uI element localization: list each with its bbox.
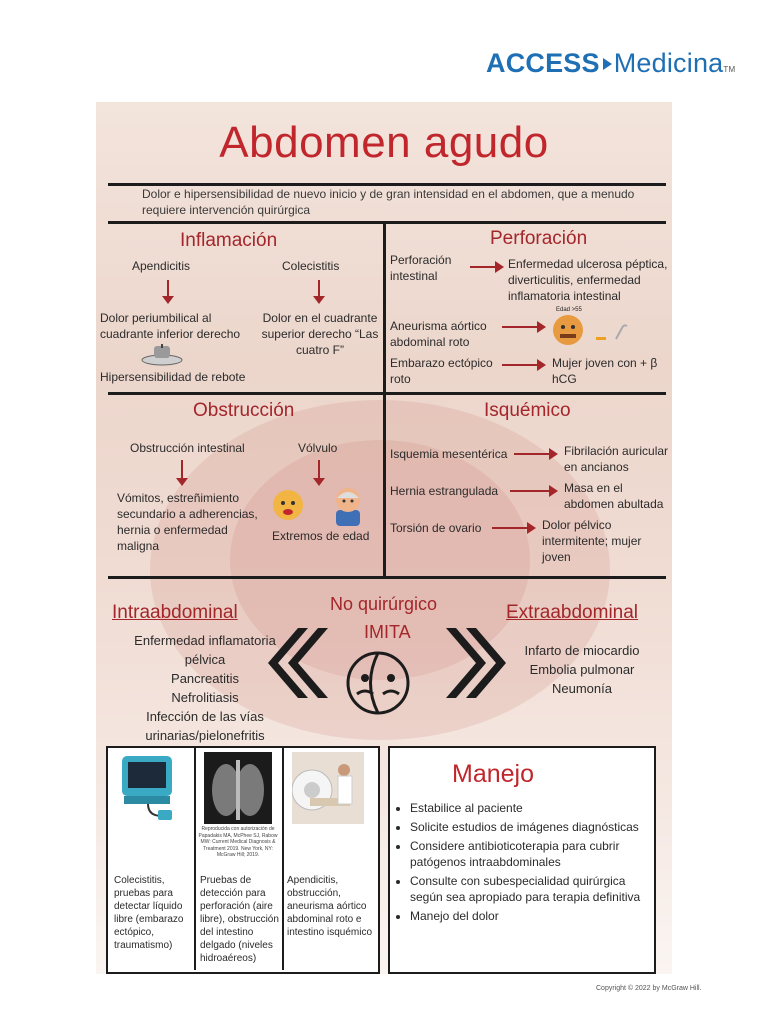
obstruccion-description: Vómitos, estreñimiento secundario a adherencias, hernia o enfermedad maligna <box>117 491 258 553</box>
intra-item: pélvica <box>184 652 226 667</box>
intra-item: Nefrolitiasis <box>171 690 239 705</box>
imaging-col-3-text: Apendicitis, obstrucción, aneurisma aórtico abdominal roto e intestino isquémico <box>287 875 373 938</box>
grid-divider-horizontal <box>108 392 666 395</box>
colecistitis-label: Colecistitis <box>282 259 340 273</box>
subtitle: Dolor e hipersensibilidad de nuevo inicio y de gran intensidad en el abdomen, que a menudo requiere intervención quirúrgica <box>142 187 635 217</box>
obstruccion-intestinal-label: Obstrucción intestinal <box>130 441 245 455</box>
arrow-down-icon <box>167 280 169 302</box>
no-quirurgico-title: No quirúrgico <box>330 594 438 614</box>
arrow-down-icon <box>181 460 183 484</box>
logo-arrow-icon <box>603 58 612 70</box>
extra-item: Neumonía <box>552 681 612 696</box>
perforacion-row-2-left: Aneurisma aórtico abdominal roto <box>390 319 487 349</box>
apendicitis-label: Apendicitis <box>132 259 191 273</box>
xray-image <box>204 752 272 824</box>
perforacion-row-1-right: Enfermedad ulcerosa péptica, diverticulitis, enfermedad inflamatoria intestinal <box>508 257 668 303</box>
arrow-right-icon <box>510 490 556 492</box>
grid-divider-vertical <box>383 223 386 578</box>
imita-label: IMITA <box>364 622 411 642</box>
extremos-de-edad-label: Extremos de edad <box>272 529 370 543</box>
imaging-divider <box>194 748 196 970</box>
ct-scanner-image <box>292 752 364 824</box>
access-medicina-logo: ACCESS MedicinaTM <box>486 48 736 78</box>
obstruccion-title: Obstrucción <box>193 400 295 421</box>
intraabdominal-title: Intraabdominal <box>112 602 238 623</box>
arrow-down-icon <box>318 280 320 302</box>
imaging-col-2-text: Pruebas de detección para perforación (aire libre), obstrucción del intestino delgado (niveles hidroaéreos) <box>200 875 279 964</box>
extraabdominal-list <box>492 641 672 698</box>
isquemico-row-3-left: Torsión de ovario <box>390 521 482 535</box>
manejo-item: • Solicite estudios de imágenes diagnósticas <box>410 819 646 835</box>
elderly-person-icon <box>330 484 366 526</box>
perforacion-row-1-left: Perforación intestinal <box>390 253 452 283</box>
age-badge: Edad >55 <box>556 307 582 313</box>
copyright: Copyright © 2022 by McGraw Hill. <box>596 985 702 992</box>
isquemico-title: Isquémico <box>484 400 571 421</box>
arrow-down-icon <box>318 460 320 484</box>
rebote-label: Hipersensibilidad de rebote <box>100 370 246 384</box>
manejo-item: • Consulte con subespecialidad quirúrgica según sea apropiado para terapia definitiva <box>410 873 646 905</box>
image-credit: Reproducida con autorización de Papadakis MA, McPhee SJ, Rabow MW: Current Medical Diagnosis & Treatment 2019. New York, NY: McGraw Hill; 2019. <box>198 826 278 858</box>
extra-item: Embolia pulmonar <box>529 662 635 677</box>
chevron-left-icon <box>262 624 328 702</box>
manejo-item: • Considere antibioticoterapia para cubrir patógenos intraabdominales <box>410 838 646 870</box>
extra-item: Infarto de miocardio <box>524 643 640 658</box>
perforacion-row-3-left: Embarazo ectópico roto <box>390 356 493 386</box>
ultrasound-icon <box>118 754 180 824</box>
older-man-icon <box>548 310 588 346</box>
isquemico-row-2-right: Masa en el abdomen abultada <box>564 481 664 511</box>
colecistitis-description: Dolor en el cuadrante superior derecho “Las cuatro F” <box>261 311 379 357</box>
arrow-right-icon <box>502 364 544 366</box>
isquemico-row-1-left: Isquemia mesentérica <box>390 447 508 461</box>
arrow-right-icon <box>502 326 544 328</box>
extraabdominal-title: Extraabdominal <box>506 602 639 623</box>
cane-icon <box>612 322 630 340</box>
apendicitis-description: Dolor periumbilical al cuadrante inferior derecho <box>100 311 241 341</box>
inflamacion-title: Inflamación <box>180 230 278 251</box>
intra-item: Pancreatitis <box>171 671 239 686</box>
isquemico-row-2-left: Hernia estrangulada <box>390 484 499 498</box>
grid-divider-bottom <box>108 576 666 579</box>
manejo-item: • Estabilice al paciente <box>410 800 646 816</box>
volvulo-label: Vólvulo <box>298 441 338 455</box>
perforacion-title: Perforación <box>490 228 588 249</box>
dash-icon <box>596 337 606 340</box>
manejo-list <box>396 800 646 927</box>
isquemico-row-1-right: Fibrilación auricular en ancianos <box>564 444 669 474</box>
imaging-divider <box>282 748 284 970</box>
arrow-right-icon <box>514 453 556 455</box>
imaging-col-1-text: Colecistitis, pruebas para detectar líquido libre (embarazo ectópico, traumatismo) <box>114 875 184 951</box>
manejo-item: • Manejo del dolor <box>410 908 646 924</box>
perforacion-row-3-right: Mujer joven con + β hCG <box>552 356 658 386</box>
manejo-title: Manejo <box>452 760 534 788</box>
mimic-faces-icon <box>343 650 413 716</box>
isquemico-row-3-right: Dolor pélvico intermitente; mujer joven <box>542 518 642 564</box>
arrow-right-icon <box>492 527 534 529</box>
baby-icon <box>270 486 306 522</box>
page-title: Abdomen agudo <box>219 118 549 167</box>
intra-item: urinarias/pielonefritis <box>145 728 265 743</box>
rebound-tenderness-icon <box>140 344 184 366</box>
intra-item: Enfermedad inflamatoria <box>134 633 276 648</box>
chevron-right-icon <box>446 624 512 702</box>
arrow-right-icon <box>470 266 502 268</box>
divider <box>108 221 666 224</box>
intra-item: Infección de las vías <box>146 709 264 724</box>
